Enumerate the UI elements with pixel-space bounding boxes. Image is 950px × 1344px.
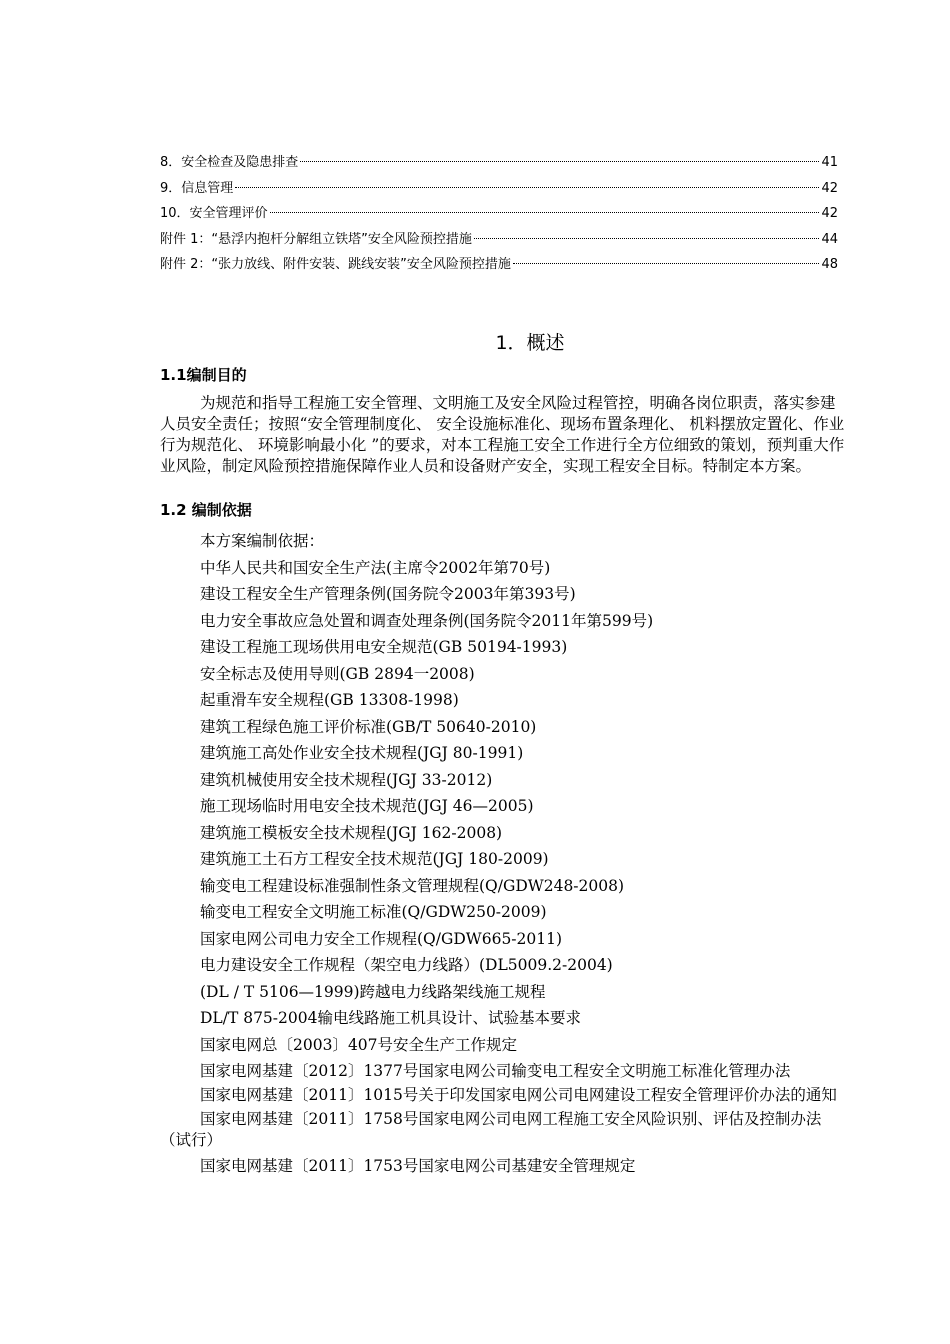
toc-entry-page: 41 (821, 155, 838, 170)
toc-leader-dots (513, 263, 820, 264)
reference-item: 输变电工程安全文明施工标准(Q/GDW250-2009) (200, 903, 547, 921)
chapter-title: 1．概述 (495, 332, 565, 354)
toc-leader-dots (235, 187, 819, 188)
section-title-purpose: 1.1编制目的 (160, 366, 247, 384)
reference-item: 电力建设安全工作规程（架空电力线路）(DL5009.2-2004) (200, 956, 613, 974)
reference-list (160, 528, 850, 1180)
reference-item: 建筑工程绿色施工评价标准(GB/T 50640-2010) (200, 717, 537, 736)
purpose-paragraph (160, 393, 850, 477)
reference-item: 国家电网基建〔2012〕1377号国家电网公司输变电工程安全文明施工标准化管理办法 (200, 1062, 791, 1080)
toc-entry[interactable] (160, 227, 838, 253)
reference-item: 国家电网基建〔2011〕1753号国家电网公司基建安全管理规定 (200, 1157, 636, 1175)
toc-entry-title: 附件 2：“张力放线、附件安装、跳线安装”安全风险预控措施 (160, 257, 511, 272)
reference-item: 建筑施工土石方工程安全技术规范(JGJ 180-2009) (200, 850, 549, 868)
toc-entry[interactable] (160, 150, 838, 176)
reference-item: 建设工程施工现场供用电安全规范(GB 50194-1993) (200, 638, 568, 656)
reference-item: 建筑机械使用安全技术规程(JGJ 33-2012) (200, 770, 493, 789)
toc-entry[interactable] (160, 201, 838, 227)
toc-leader-dots (270, 212, 820, 213)
table-of-contents (160, 150, 838, 278)
reference-item: 建设工程安全生产管理条例(国务院令2003年第393号) (200, 585, 576, 603)
reference-item: 电力安全事故应急处置和调查处理条例(国务院令2011年第599号) (200, 611, 654, 630)
reference-item: 中华人民共和国安全生产法(主席令2002年第70号) (200, 558, 551, 577)
toc-entry-title: 附件 1：“悬浮内抱杆分解组立铁塔”安全风险预控措施 (160, 231, 472, 247)
reference-item: 建筑施工高处作业安全技术规程(JGJ 80-1991) (200, 744, 524, 762)
reference-item: (DL / T 5106—1999)跨越电力线路架线施工规程 (200, 982, 546, 1001)
reference-item: 国家电网公司电力安全工作规程(Q/GDW665-2011) (200, 929, 563, 948)
reference-item: DL/T 875-2004输电线路施工机具设计、试验基本要求 (200, 1009, 581, 1027)
reference-item: 国家电网基建〔2011〕1758号国家电网公司电网工程施工安全风险识别、评估及控制办法（试行） (160, 1110, 822, 1149)
reference-intro: 本方案编制依据： (200, 532, 325, 550)
toc-entry-page: 48 (821, 257, 838, 272)
toc-entry-title: 10．安全管理评价 (160, 206, 268, 221)
reference-item: 建筑施工模板安全技术规程(JGJ 162-2008) (200, 823, 503, 842)
section-title-basis: 1.2 编制依据 (160, 501, 252, 519)
reference-item: 国家电网总〔2003〕407号安全生产工作规定 (200, 1035, 518, 1054)
toc-entry[interactable] (160, 176, 838, 202)
toc-leader-dots (300, 161, 819, 162)
purpose-paragraph-text: 为规范和指导工程施工安全管理、文明施工及安全风险过程管控，明确各岗位职责，落实参建人员安全责任；按照“安全管理制度化、 安全设施标准化、现场布置条理化、 机料摆放定置化、作业行为规范化、 环境影响最小化 ”的要求，对本工程施工安全工作进行全方位细致的策划，预判重大作业风险，制定风险预控措施保障作业人员和设备财产安全，实现工程安全目标。特制定本方案。 (160, 394, 845, 475)
reference-item: 输变电工程建设标准强制性条文管理规程(Q/GDW248-2008) (200, 876, 625, 895)
toc-entry-title: 8．安全检查及隐患排查 (160, 155, 299, 170)
toc-entry-page: 44 (821, 231, 838, 247)
reference-item: 起重滑车安全规程(GB 13308-1998) (200, 691, 459, 709)
reference-item: 国家电网基建〔2011〕1015号关于印发国家电网公司电网建设工程安全管理评价办法的通知 (200, 1086, 837, 1104)
toc-entry-page: 42 (821, 206, 838, 221)
toc-entry[interactable] (160, 252, 838, 278)
toc-entry-title: 9．信息管理 (160, 180, 234, 196)
toc-leader-dots (474, 238, 820, 239)
reference-item: 安全标志及使用导则(GB 2894一2008) (200, 664, 475, 683)
reference-item: 施工现场临时用电安全技术规范(JGJ 46—2005) (200, 797, 534, 815)
toc-entry-page: 42 (821, 180, 838, 196)
